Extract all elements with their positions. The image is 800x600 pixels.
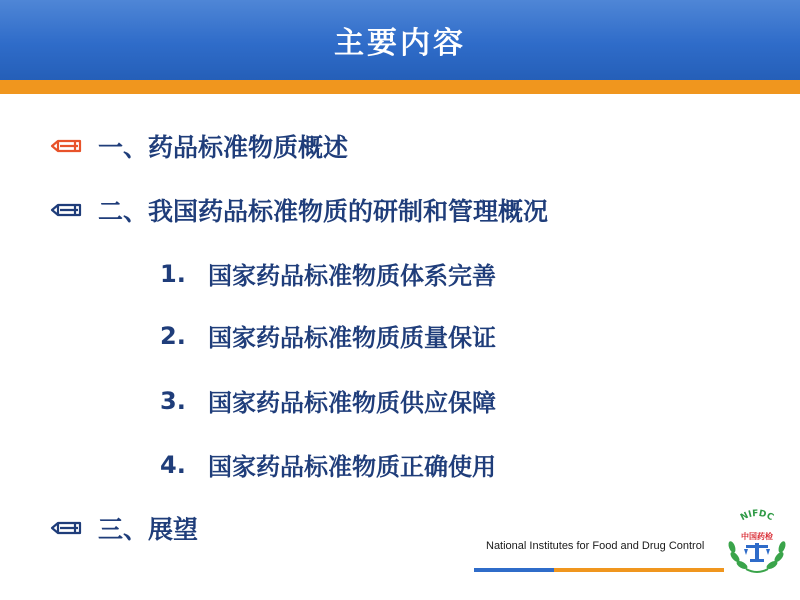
footer-divider-blue (474, 568, 554, 572)
outline-item-1[interactable] (50, 128, 348, 164)
subitem-number: 2. (160, 321, 186, 350)
title-bar (0, 0, 800, 80)
subitem-1[interactable] (160, 256, 496, 291)
subitem-label: 国家药品标准物质质量保证 (208, 324, 496, 352)
pencil-icon (50, 136, 84, 156)
outline-item-3[interactable] (50, 510, 198, 546)
subitem-label: 国家药品标准物质供应保障 (208, 389, 496, 417)
subitem-label: 国家药品标准物质体系完善 (208, 262, 496, 290)
outline-item-label: 一、药品标准物质概述 (98, 133, 349, 162)
subitem-2[interactable] (160, 318, 496, 353)
outline-item-label: 三、展望 (98, 515, 199, 544)
subitem-number: 4. (160, 450, 186, 479)
subitem-label: 国家药品标准物质正确使用 (208, 453, 496, 481)
subitem-number: 1. (160, 259, 186, 288)
footer-institute-name: National Institutes for Food and Drug Control (486, 540, 705, 552)
footer-divider-orange (554, 568, 724, 572)
subitem-4[interactable] (160, 447, 496, 482)
page-title: 主要内容 (334, 26, 466, 61)
subitem-3[interactable] (160, 383, 496, 418)
title-accent-bar (0, 80, 800, 94)
pencil-icon (50, 518, 84, 538)
nifdc-logo-icon (722, 503, 792, 579)
outline-item-2[interactable] (50, 192, 548, 228)
subitem-number: 3. (160, 386, 186, 415)
outline-item-label: 二、我国药品标准物质的研制和管理概况 (98, 197, 549, 226)
svg-text:中国药检: 中国药检 (741, 532, 773, 541)
pencil-icon (50, 200, 84, 220)
svg-text:NIFDC: NIFDC (739, 508, 776, 524)
